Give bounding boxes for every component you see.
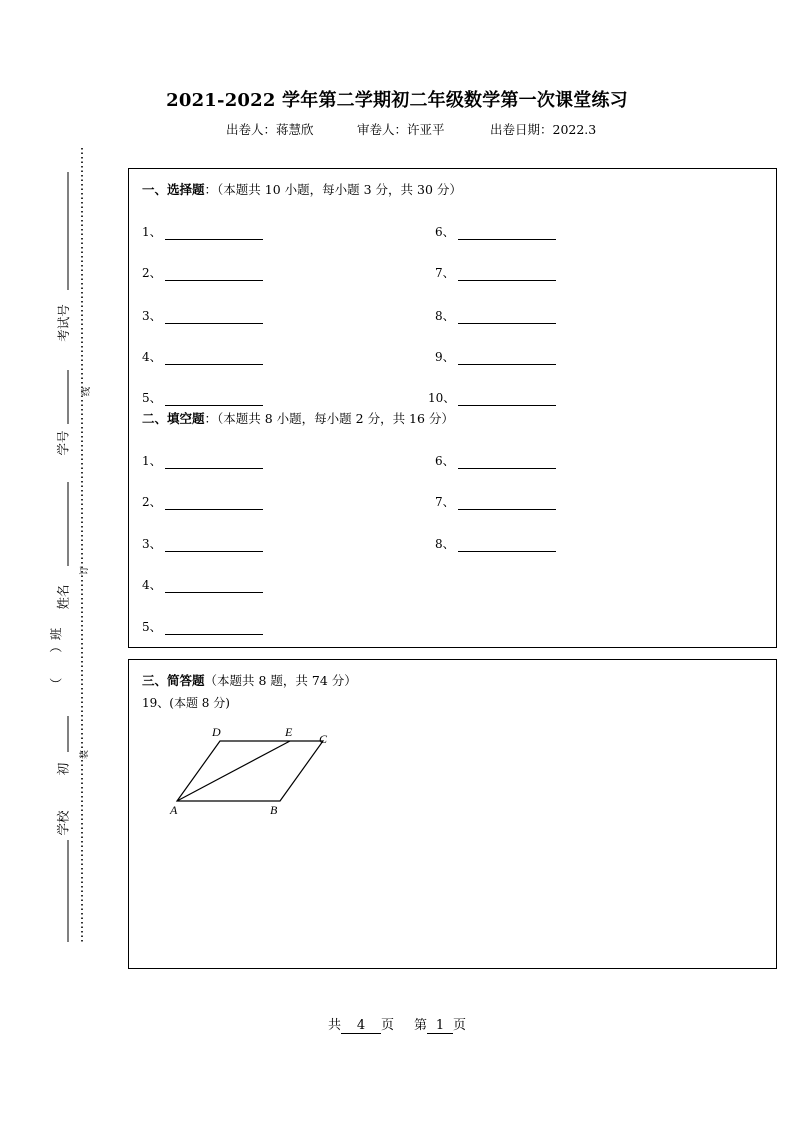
name-label: 姓名 xyxy=(55,584,71,610)
exam-no-label: 考试号 xyxy=(55,304,71,342)
page-prefix: 第 xyxy=(414,1018,428,1033)
fill-section-desc: ：（本题共 8 小题，每小题 2 分，共 16 分） xyxy=(204,411,454,426)
answer-blank[interactable] xyxy=(458,311,556,324)
total-suffix: 页 xyxy=(380,1018,394,1033)
point-b-label: B xyxy=(270,803,278,817)
fill-answer-1[interactable]: 1、 xyxy=(142,452,263,469)
fill-answer-6[interactable]: 6、 xyxy=(435,452,556,469)
answer-blank[interactable] xyxy=(165,311,263,324)
parallelogram-figure xyxy=(165,722,345,822)
mark-line-char: 线 xyxy=(82,386,93,397)
choice-section-desc: ：（本题共 10 小题，每小题 3 分，共 30 分） xyxy=(204,182,462,197)
class-label: （ ）班 xyxy=(48,627,64,691)
total-pages: 4 xyxy=(341,1018,381,1034)
point-a-label: A xyxy=(170,803,178,817)
binding-margin xyxy=(0,0,120,1123)
fill-section-header xyxy=(142,409,454,427)
fill-answer-7[interactable]: 7、 xyxy=(435,493,556,510)
answer-blank[interactable] xyxy=(165,456,263,469)
choice-answer-2[interactable]: 2、 xyxy=(142,264,263,281)
answer-blank[interactable] xyxy=(458,227,556,240)
choice-answer-9[interactable]: 9、 xyxy=(435,348,556,365)
short-answer-label: 三、简答题 xyxy=(142,673,205,688)
answer-blank[interactable] xyxy=(165,227,263,240)
answer-blank[interactable] xyxy=(165,268,263,281)
reviewer-label: 审卷人：许亚平 xyxy=(357,122,445,137)
short-answer-box xyxy=(128,659,777,969)
choice-answer-8[interactable]: 8、 xyxy=(435,307,556,324)
answer-blank[interactable] xyxy=(165,352,263,365)
answer-blank[interactable] xyxy=(458,497,556,510)
mark-ding-char: 订 xyxy=(80,565,91,576)
mark-zhuang-char: 装 xyxy=(80,749,91,760)
answer-blank[interactable] xyxy=(165,539,263,552)
answer-blank[interactable] xyxy=(458,352,556,365)
question-19-label: 19、(本题 8 分) xyxy=(142,696,230,710)
point-d-label: D xyxy=(212,725,221,739)
choice-answer-5[interactable]: 5、 xyxy=(142,389,263,406)
answer-blank[interactable] xyxy=(458,393,556,406)
page-title: 2021-2022 学年第二学期初二年级数学第一次课堂练习 xyxy=(166,90,628,111)
choice-answer-10[interactable]: 10、 xyxy=(428,389,556,406)
author-label: 出卷人：蒋慧欣 xyxy=(226,122,314,137)
choice-answer-6[interactable]: 6、 xyxy=(435,223,556,240)
segment-ae xyxy=(177,741,290,801)
fill-answer-8[interactable]: 8、 xyxy=(435,535,556,552)
student-no-label: 学号 xyxy=(55,430,71,456)
total-prefix: 共 xyxy=(327,1018,341,1033)
parallelogram-abcd xyxy=(177,741,323,801)
point-e-label: E xyxy=(285,725,293,739)
fill-answer-3[interactable]: 3、 xyxy=(142,535,263,552)
choice-answer-1[interactable]: 1、 xyxy=(142,223,263,240)
choice-section-label: 一、选择题 xyxy=(142,182,205,197)
answer-sheet-box xyxy=(128,168,777,648)
choice-answer-4[interactable]: 4、 xyxy=(142,348,263,365)
grade-label: 初 xyxy=(55,762,71,776)
short-answer-header xyxy=(142,671,357,689)
choice-section-header xyxy=(142,180,462,198)
answer-blank[interactable] xyxy=(165,393,263,406)
choice-answer-3[interactable]: 3、 xyxy=(142,307,263,324)
answer-blank[interactable] xyxy=(458,539,556,552)
fill-answer-2[interactable]: 2、 xyxy=(142,493,263,510)
answer-blank[interactable] xyxy=(458,268,556,281)
date-label: 出卷日期：2022.3 xyxy=(490,122,597,137)
school-label: 学校 xyxy=(55,810,71,836)
answer-blank[interactable] xyxy=(165,497,263,510)
answer-blank[interactable] xyxy=(458,456,556,469)
page-suffix: 页 xyxy=(453,1018,467,1033)
page-number: 1 xyxy=(427,1018,453,1034)
short-answer-desc: （本题共 8 题，共 74 分） xyxy=(204,673,357,688)
page-footer xyxy=(0,1014,794,1034)
answer-blank[interactable] xyxy=(165,580,263,593)
fill-answer-5[interactable]: 5、 xyxy=(142,618,263,635)
choice-answer-7[interactable]: 7、 xyxy=(435,264,556,281)
point-c-label: C xyxy=(319,732,328,746)
fill-section-label: 二、填空题 xyxy=(142,411,205,426)
answer-blank[interactable] xyxy=(165,622,263,635)
fill-answer-4[interactable]: 4、 xyxy=(142,576,263,593)
